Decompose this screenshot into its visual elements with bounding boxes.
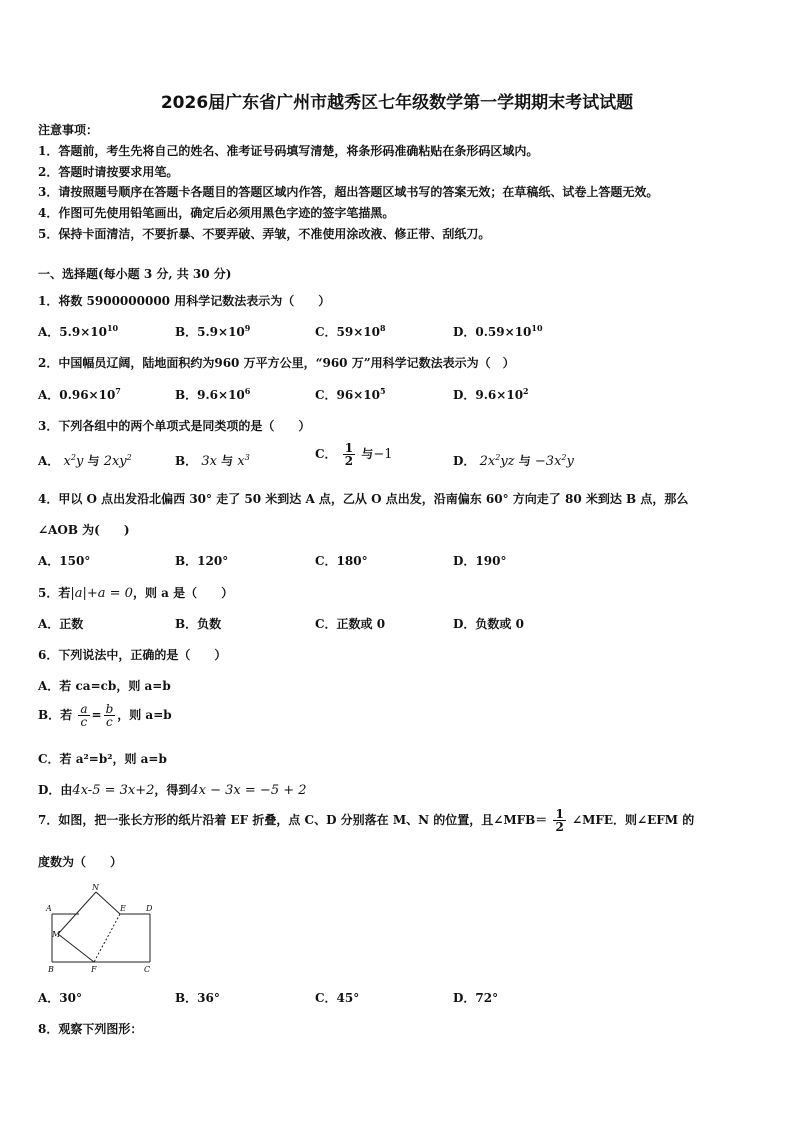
question-1-option-b: B．$5.9\times 10^9$ xyxy=(175,323,251,339)
question-6-stem: 6．下列说法中，正确的是（ ） xyxy=(38,648,227,662)
label-d: D xyxy=(146,904,153,913)
notice-item: 3．请按照题号顺序在答题卡各题目的答题区域内作答，超出答题区域书写的答案无效；在草稿纸、试卷上答题无效。 xyxy=(38,185,659,199)
question-5-option-c: C．正数或 0 xyxy=(315,617,386,631)
question-4-option-d: D．190° xyxy=(453,554,507,568)
label-m: M xyxy=(52,930,61,939)
question-5-option-b: B．负数 xyxy=(175,617,222,631)
question-2-option-a: A．$0.96\times 10^7$ xyxy=(38,386,121,402)
notice-item: 4．作图可先使用铅笔画出，确定后必须用黑色字迹的签字笔描黑。 xyxy=(38,206,395,220)
question-1-option-d: D．$0.59\times 10^{10}$ xyxy=(453,323,543,339)
question-6-option-b: B．若 $\frac{a}{c}$ = $\frac{b}{c}$ ，则 a=b xyxy=(38,702,172,729)
fold-mf xyxy=(58,934,94,962)
question-3-option-a: A． $x^2y$ 与 $2xy^2$ xyxy=(38,453,132,469)
question-2-option-d: D．$9.6\times 10^2$ xyxy=(453,386,529,402)
question-6-option-a: A．若 ca=cb，则 a=b xyxy=(38,679,171,693)
notice-item: 1．答题前，考生先将自己的姓名、准考证号码填写清楚，将条形码准确粘贴在条形码区域内。 xyxy=(38,144,539,158)
fold-nm xyxy=(58,892,96,934)
question-8-stem: 8．观察下列图形： xyxy=(38,1022,143,1036)
question-4-stem: 4．甲以 O 点出发沿北偏西 30° 走了 50 米到达 A 点，乙从 O 点出发，沿南偏东 60° 方向走了 80 米到达 B 点，那么 xyxy=(38,492,689,506)
question-6-option-c: C．若 a²=b²，则 a=b xyxy=(38,752,167,766)
question-3-option-c: C． $\frac{1}{2}$ 与−1 xyxy=(315,441,393,468)
label-b: B xyxy=(48,965,54,974)
page-title: 2026届广东省广州市越秀区七年级数学第一学期期末考试试题 xyxy=(160,93,634,113)
label-e: E xyxy=(120,904,126,913)
label-f: F xyxy=(91,965,97,974)
question-4-option-c: C．180° xyxy=(315,554,368,568)
notice-item: 2．答题时请按要求用笔。 xyxy=(38,165,179,179)
question-2-stem: 2．中国幅员辽阔，陆地面积约为960 万平方公里，“960 万”用科学记数法表示为（ ） xyxy=(38,356,515,370)
question-5-option-a: A．正数 xyxy=(38,617,84,631)
question-7-option-a: A．30° xyxy=(38,991,83,1005)
question-7-option-c: C．45° xyxy=(315,991,360,1005)
question-2-option-c: C．$96\times 10^5$ xyxy=(315,386,386,402)
question-7-option-b: B．36° xyxy=(175,991,220,1005)
fold-ne xyxy=(96,892,120,914)
question-1-stem: 1．将数 5900000000 用科学记数法表示为（ ） xyxy=(38,294,331,308)
question-7-option-d: D．72° xyxy=(453,991,499,1005)
crease-ef xyxy=(94,914,120,962)
question-4-option-b: B．120° xyxy=(175,554,229,568)
question-3-option-d: D． $2x^2yz$ 与 $-3x^2y$ xyxy=(453,453,574,469)
section-heading: 一、选择题(每小题 3 分, 共 30 分) xyxy=(38,267,232,281)
question-3-option-b: B． 3x 与 $x^3$ xyxy=(175,453,250,469)
question-5-stem: 5．若|a|+a = 0，则 a 是（ ） xyxy=(38,586,234,601)
question-3-stem: 3．下列各组中的两个单项式是同类项的是（ ） xyxy=(38,419,311,433)
label-n: N xyxy=(92,884,99,892)
question-5-option-d: D．负数或 0 xyxy=(453,617,524,631)
question-1-option-a: A．$5.9\times 10^{10}$ xyxy=(38,323,119,339)
label-c: C xyxy=(144,965,151,974)
question-7-stem: 7．如图，把一张长方形的纸片沿着 EF 折叠，点 C、D 分别落在 M、N 的位置，且∠MFB＝ $\frac{1}{2}$ ∠MFE．则∠EFM 的 xyxy=(38,807,695,834)
question-7-stem-cont: 度数为（ ） xyxy=(38,855,123,869)
label-a: A xyxy=(46,904,52,913)
question-2-option-b: B．$9.6\times 10^6$ xyxy=(175,386,251,402)
question-4-stem-cont: ∠AOB 为( ) xyxy=(38,523,130,537)
notice-heading: 注意事项： xyxy=(38,123,99,137)
question-7-figure xyxy=(44,884,164,976)
question-1-option-c: C．$59\times 10^8$ xyxy=(315,323,386,339)
notice-item: 5．保持卡面清洁，不要折暴、不要弄破、弄皱，不准使用涂改液、修正带、刮纸刀。 xyxy=(38,227,491,241)
question-6-option-d: D．由4x-5 = 3x+2，得到4x − 3x = −5 + 2 xyxy=(38,783,307,798)
question-4-option-a: A．150° xyxy=(38,554,91,568)
